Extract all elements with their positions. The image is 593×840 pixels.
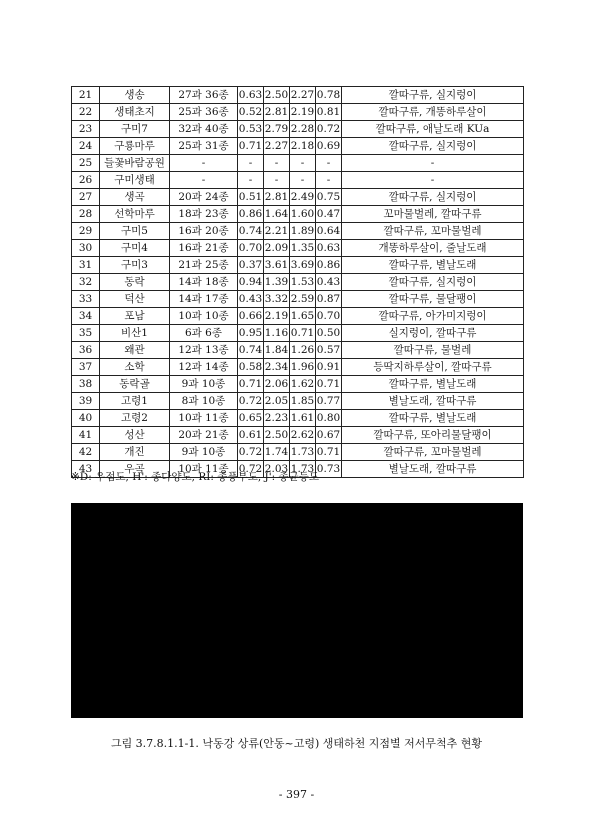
table-row (72, 427, 524, 444)
figure-image-placeholder (71, 503, 523, 718)
richness-ri: 2.19 (290, 104, 316, 121)
table-row (72, 410, 524, 427)
dominant-species: 깔따구류, 또아리물달팽이 (342, 427, 524, 444)
dominant-species: 개똥하루살이, 줄날도래 (342, 240, 524, 257)
taxa-count: 18과 23종 (170, 206, 238, 223)
taxa-count: 9과 10종 (170, 444, 238, 461)
dominant-species: 깔따구류, 물벌레 (342, 342, 524, 359)
dominant-species: 깔따구류, 꼬마물벌레 (342, 223, 524, 240)
taxa-count: 27과 36종 (170, 87, 238, 104)
site-name: 구룡마루 (100, 138, 170, 155)
taxa-count: 12과 14종 (170, 359, 238, 376)
dominant-species: 깔따구류, 실지렁이 (342, 138, 524, 155)
evenness-j: 0.80 (316, 410, 342, 427)
dominance-d: 0.43 (238, 291, 264, 308)
diversity-h: 2.79 (264, 121, 290, 138)
table-row (72, 206, 524, 223)
site-name: 구미5 (100, 223, 170, 240)
dominant-species: 꼬마물벌레, 깔따구류 (342, 206, 524, 223)
diversity-h: 2.50 (264, 87, 290, 104)
row-number: 41 (72, 427, 100, 444)
table-row (72, 155, 524, 172)
taxa-count: 8과 10종 (170, 393, 238, 410)
table-row (72, 189, 524, 206)
richness-ri: 3.69 (290, 257, 316, 274)
diversity-h: 3.32 (264, 291, 290, 308)
row-number: 27 (72, 189, 100, 206)
table-row (72, 325, 524, 342)
row-number: 25 (72, 155, 100, 172)
dominant-species: 깔따구류, 별날도래 (342, 257, 524, 274)
diversity-h: 2.81 (264, 189, 290, 206)
dominant-species: 깔따구류, 물달팽이 (342, 291, 524, 308)
row-number: 37 (72, 359, 100, 376)
site-name: 개진 (100, 444, 170, 461)
site-name: 동락골 (100, 376, 170, 393)
richness-ri: - (290, 155, 316, 172)
table-row (72, 291, 524, 308)
dominant-species: 별날도래, 깔따구류 (342, 393, 524, 410)
evenness-j: 0.78 (316, 87, 342, 104)
row-number: 21 (72, 87, 100, 104)
taxa-count: 20과 21종 (170, 427, 238, 444)
table-row (72, 308, 524, 325)
diversity-h: 1.74 (264, 444, 290, 461)
dominance-d: 0.95 (238, 325, 264, 342)
site-name: 덕산 (100, 291, 170, 308)
dominant-species: 깔따구류, 실지렁이 (342, 274, 524, 291)
evenness-j: 0.63 (316, 240, 342, 257)
dominant-species: 깔따구류, 꼬마물벌레 (342, 444, 524, 461)
diversity-h: 2.50 (264, 427, 290, 444)
diversity-h: 2.34 (264, 359, 290, 376)
dominance-d: 0.63 (238, 87, 264, 104)
table-row (72, 223, 524, 240)
richness-ri: 0.71 (290, 325, 316, 342)
dominant-species: - (342, 172, 524, 189)
row-number: 35 (72, 325, 100, 342)
row-number: 32 (72, 274, 100, 291)
evenness-j: 0.43 (316, 274, 342, 291)
dominance-d: 0.61 (238, 427, 264, 444)
diversity-h: 2.81 (264, 104, 290, 121)
row-number: 43 (72, 461, 100, 478)
dominance-d: 0.71 (238, 138, 264, 155)
table-row (72, 444, 524, 461)
table-body (72, 87, 524, 478)
dominance-d: 0.71 (238, 376, 264, 393)
site-name: 생송 (100, 87, 170, 104)
taxa-count: 14과 18종 (170, 274, 238, 291)
table-row (72, 257, 524, 274)
diversity-h: 1.64 (264, 206, 290, 223)
dominance-d: - (238, 155, 264, 172)
dominance-d: 0.72 (238, 461, 264, 478)
richness-ri: 1.35 (290, 240, 316, 257)
row-number: 36 (72, 342, 100, 359)
richness-ri: 1.60 (290, 206, 316, 223)
taxa-count: 10과 10종 (170, 308, 238, 325)
richness-ri: 1.61 (290, 410, 316, 427)
richness-ri: 2.49 (290, 189, 316, 206)
row-number: 22 (72, 104, 100, 121)
site-name: 구미7 (100, 121, 170, 138)
taxa-count: 25과 36종 (170, 104, 238, 121)
row-number: 29 (72, 223, 100, 240)
evenness-j: 0.71 (316, 444, 342, 461)
evenness-j: 0.75 (316, 189, 342, 206)
site-name: 비산1 (100, 325, 170, 342)
diversity-h: 2.19 (264, 308, 290, 325)
site-name: 고령1 (100, 393, 170, 410)
site-name: 생태초지 (100, 104, 170, 121)
evenness-j: 0.81 (316, 104, 342, 121)
site-name: 구미4 (100, 240, 170, 257)
site-name: 구미3 (100, 257, 170, 274)
taxa-count: 10과 11종 (170, 410, 238, 427)
richness-ri: 1.73 (290, 461, 316, 478)
dominance-d: 0.72 (238, 393, 264, 410)
site-name: 포남 (100, 308, 170, 325)
evenness-j: - (316, 172, 342, 189)
richness-ri: 2.28 (290, 121, 316, 138)
table-row (72, 138, 524, 155)
evenness-j: 0.77 (316, 393, 342, 410)
figure-caption: 그림 3.7.8.1.1-1. 낙동강 상류(안동~고령) 생태하천 지점별 저서무척추 현황 (110, 737, 483, 750)
row-number: 33 (72, 291, 100, 308)
richness-ri: 1.65 (290, 308, 316, 325)
table-row (72, 274, 524, 291)
richness-ri: 1.26 (290, 342, 316, 359)
taxa-count: 10과 11종 (170, 461, 238, 478)
row-number: 39 (72, 393, 100, 410)
diversity-h: 2.05 (264, 393, 290, 410)
evenness-j: - (316, 155, 342, 172)
diversity-h: 3.61 (264, 257, 290, 274)
dominant-species: 깔따구류, 아가미지렁이 (342, 308, 524, 325)
taxa-count: 25과 31종 (170, 138, 238, 155)
site-name: 왜관 (100, 342, 170, 359)
taxa-count: 20과 24종 (170, 189, 238, 206)
evenness-j: 0.47 (316, 206, 342, 223)
dominance-d: 0.65 (238, 410, 264, 427)
dominance-d: 0.53 (238, 121, 264, 138)
evenness-j: 0.70 (316, 308, 342, 325)
richness-ri: 2.62 (290, 427, 316, 444)
dominance-d: 0.52 (238, 104, 264, 121)
dominance-d: 0.94 (238, 274, 264, 291)
row-number: 26 (72, 172, 100, 189)
taxa-count: - (170, 155, 238, 172)
evenness-j: 0.91 (316, 359, 342, 376)
row-number: 34 (72, 308, 100, 325)
site-name: 들꽃바람공원 (100, 155, 170, 172)
evenness-j: 0.50 (316, 325, 342, 342)
diversity-h: 1.16 (264, 325, 290, 342)
table-row (72, 104, 524, 121)
site-name: 우곡 (100, 461, 170, 478)
richness-ri: 2.18 (290, 138, 316, 155)
dominance-d: 0.66 (238, 308, 264, 325)
dominant-species: 실지렁이, 깔따구류 (342, 325, 524, 342)
site-name: 고령2 (100, 410, 170, 427)
dominance-d: 0.74 (238, 223, 264, 240)
dominant-species: 깔따구류, 실지렁이 (342, 189, 524, 206)
dominance-d: 0.74 (238, 342, 264, 359)
dominant-species: 깔따구류, 실지렁이 (342, 87, 524, 104)
dominance-d: 0.37 (238, 257, 264, 274)
row-number: 40 (72, 410, 100, 427)
table-row (72, 376, 524, 393)
dominant-species: 별날도래, 깔따구류 (342, 461, 524, 478)
table-footnote: ※D: 우점도, H': 종다양도, RI: 종풍부도, J': 종균등도 (71, 471, 320, 483)
dominant-species: 깔따구류, 애날도래 KUa (342, 121, 524, 138)
taxa-count: 21과 25종 (170, 257, 238, 274)
evenness-j: 0.87 (316, 291, 342, 308)
evenness-j: 0.73 (316, 461, 342, 478)
diversity-h: 2.09 (264, 240, 290, 257)
row-number: 31 (72, 257, 100, 274)
diversity-h: 2.03 (264, 461, 290, 478)
row-number: 42 (72, 444, 100, 461)
richness-ri: 1.85 (290, 393, 316, 410)
row-number: 23 (72, 121, 100, 138)
diversity-h: 2.23 (264, 410, 290, 427)
row-number: 24 (72, 138, 100, 155)
evenness-j: 0.69 (316, 138, 342, 155)
row-number: 28 (72, 206, 100, 223)
evenness-j: 0.72 (316, 121, 342, 138)
row-number: 38 (72, 376, 100, 393)
dominance-d: - (238, 172, 264, 189)
site-name: 소학 (100, 359, 170, 376)
site-name: 선학마루 (100, 206, 170, 223)
diversity-h: 1.84 (264, 342, 290, 359)
evenness-j: 0.86 (316, 257, 342, 274)
taxa-count: 16과 21종 (170, 240, 238, 257)
richness-ri: 1.89 (290, 223, 316, 240)
diversity-h: 2.21 (264, 223, 290, 240)
dominance-d: 0.72 (238, 444, 264, 461)
dominance-d: 0.70 (238, 240, 264, 257)
taxa-count: 16과 20종 (170, 223, 238, 240)
evenness-j: 0.67 (316, 427, 342, 444)
evenness-j: 0.71 (316, 376, 342, 393)
richness-ri: 1.62 (290, 376, 316, 393)
dominance-d: 0.51 (238, 189, 264, 206)
evenness-j: 0.64 (316, 223, 342, 240)
richness-ri: - (290, 172, 316, 189)
dominant-species: 깔따구류, 개똥하루살이 (342, 104, 524, 121)
table-row (72, 121, 524, 138)
diversity-h: 1.39 (264, 274, 290, 291)
dominance-d: 0.86 (238, 206, 264, 223)
table-row (72, 393, 524, 410)
evenness-j: 0.57 (316, 342, 342, 359)
diversity-h: - (264, 172, 290, 189)
dominant-species: 등딱지하루살이, 깔따구류 (342, 359, 524, 376)
table-row (72, 342, 524, 359)
richness-ri: 1.73 (290, 444, 316, 461)
taxa-count: 6과 6종 (170, 325, 238, 342)
richness-ri: 2.59 (290, 291, 316, 308)
site-name: 성산 (100, 427, 170, 444)
site-name: 생곡 (100, 189, 170, 206)
taxa-count: 32과 40종 (170, 121, 238, 138)
dominance-d: 0.58 (238, 359, 264, 376)
dominant-species: - (342, 155, 524, 172)
diversity-h: 2.27 (264, 138, 290, 155)
dominant-species: 깔따구류, 별날도래 (342, 376, 524, 393)
taxa-count: 14과 17종 (170, 291, 238, 308)
site-name: 구미생태 (100, 172, 170, 189)
page-number: - 397 - (278, 788, 315, 801)
taxa-count: - (170, 172, 238, 189)
richness-ri: 1.53 (290, 274, 316, 291)
taxa-count: 9과 10종 (170, 376, 238, 393)
site-name: 동락 (100, 274, 170, 291)
taxa-count: 12과 13종 (170, 342, 238, 359)
richness-ri: 1.96 (290, 359, 316, 376)
benthic-survey-table (71, 86, 524, 478)
row-number: 30 (72, 240, 100, 257)
table-row (72, 240, 524, 257)
diversity-h: 2.06 (264, 376, 290, 393)
table-row (72, 87, 524, 104)
diversity-h: - (264, 155, 290, 172)
table-row (72, 172, 524, 189)
richness-ri: 2.27 (290, 87, 316, 104)
table-row (72, 359, 524, 376)
dominant-species: 깔따구류, 별날도래 (342, 410, 524, 427)
